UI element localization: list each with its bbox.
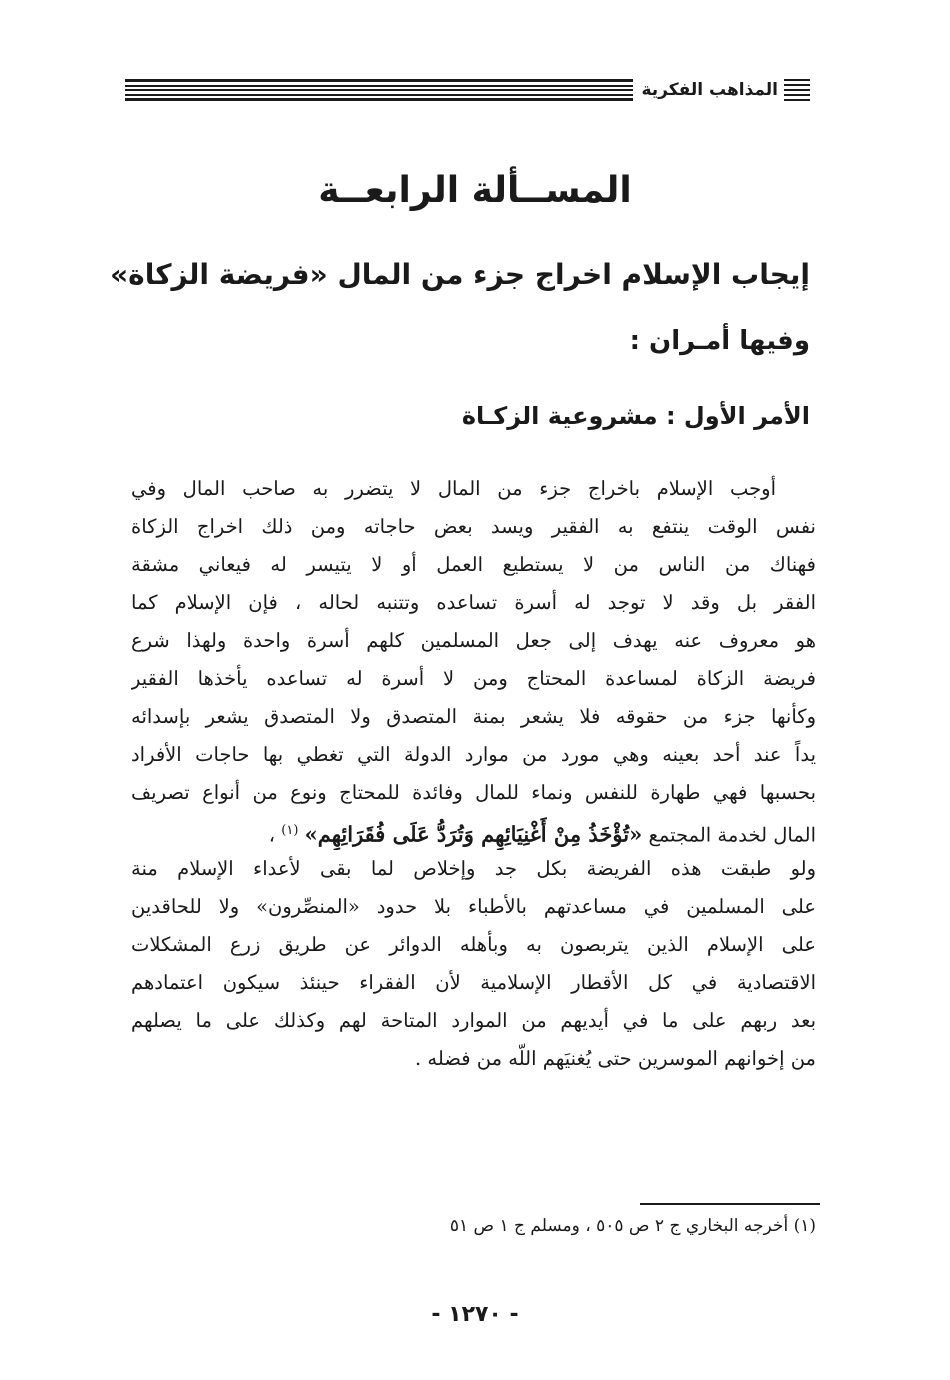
body-line: ولو طبقت هذه الفريضة بكل جد وإخلاص لما بقى لأعداء الإسلام منة xyxy=(131,857,816,880)
body-line: نفس الوقت ينتفع به الفقير ويسد بعض حاجاته ومن ذلك اخراج الزكاة xyxy=(131,515,816,538)
quote-suffix: ، xyxy=(268,823,276,847)
running-title: المذاهب الفكرية xyxy=(641,80,778,100)
body-line: على الإسلام الذين يتربصون به وبأهله الدوائر عن طريق زرع المشكلات xyxy=(131,933,816,956)
sub-heading: وفيها أمـران : xyxy=(629,326,810,356)
page-number: - ١٢٧٠ - xyxy=(431,1302,519,1327)
running-header xyxy=(125,72,810,108)
body-line: الفقر بل وقد لا توجد له أسرة تساعده وتتنبه لحاله ، فإن الإسلام كما xyxy=(131,591,816,614)
body-line: الاقتصادية في كل الأقطار الإسلامية لأن الفقراء حينئذ سيكون اعتمادهم xyxy=(131,971,816,994)
body-line: بحسبها فهي طهارة للنفس ونماء للمال وفائدة للمحتاج ونوع من أنواع تصريف xyxy=(131,781,816,804)
body-line: أوجب الإسلام باخراج جزء من المال لا يتضرر به صاحب المال وفي xyxy=(131,477,776,500)
body-line: على المسلمين في مساعدتهم بالأطباء بلا حدود «المنصِّرون» ولا للحاقدين xyxy=(131,895,816,918)
header-rule xyxy=(125,79,633,101)
body-paragraph xyxy=(131,470,816,1078)
body-line: وكأنها جزء من حقوقه فلا يشعر بمنة المتصدق ولا المتصدق يشعر بإسدائه xyxy=(131,705,816,728)
main-heading: إيجاب الإسلام اخراج جزء من المال «فريضة الزكاة» xyxy=(110,258,810,291)
footnote: (١) أخرجه البخاري ج ٢ ص ٥٠٥ ، ومسلم ج ١ ص ٥١ xyxy=(449,1216,816,1236)
body-line: بعد ربهم على ما في أيديهم من الموارد المتاحة لهم وكذلك على ما يصلهم xyxy=(131,1009,816,1032)
subsection-heading: الأمر الأول : مشروعية الزكـاة xyxy=(461,402,810,430)
hadith-quote: «تُؤْخَذُ مِنْ أَغْنِيَائِهِم وَتُرَدُّ عَلَى فُقَرَائِهِم» xyxy=(304,821,643,847)
header-lines-icon xyxy=(784,79,810,101)
body-line: يداً عند أحد بعينه وهي مورد من موارد الدولة التي تغطي بها حاجات الأفراد xyxy=(131,743,816,766)
quote-line xyxy=(131,812,816,850)
footnote-reference[interactable]: (١) xyxy=(281,823,299,838)
quote-prefix: المال لخدمة المجتمع xyxy=(648,823,816,847)
footnote-divider xyxy=(640,1203,820,1205)
section-title: المســألة الرابعــة xyxy=(318,170,632,211)
body-line: هو معروف عنه يهدف إلى جعل المسلمين كلهم أسرة واحدة ولهذا شرع xyxy=(131,629,816,652)
body-line: فريضة الزكاة لمساعدة المحتاج ومن لا أسرة له تساعده يأخذها الفقير xyxy=(131,667,816,690)
body-line: من إخوانهم الموسرين حتى يُغنيَهم اللّه من فضله . xyxy=(415,1047,816,1070)
body-line: فهناك من الناس من لا يستطيع العمل أو لا يتيسر له فيعاني مشقة xyxy=(131,553,816,576)
